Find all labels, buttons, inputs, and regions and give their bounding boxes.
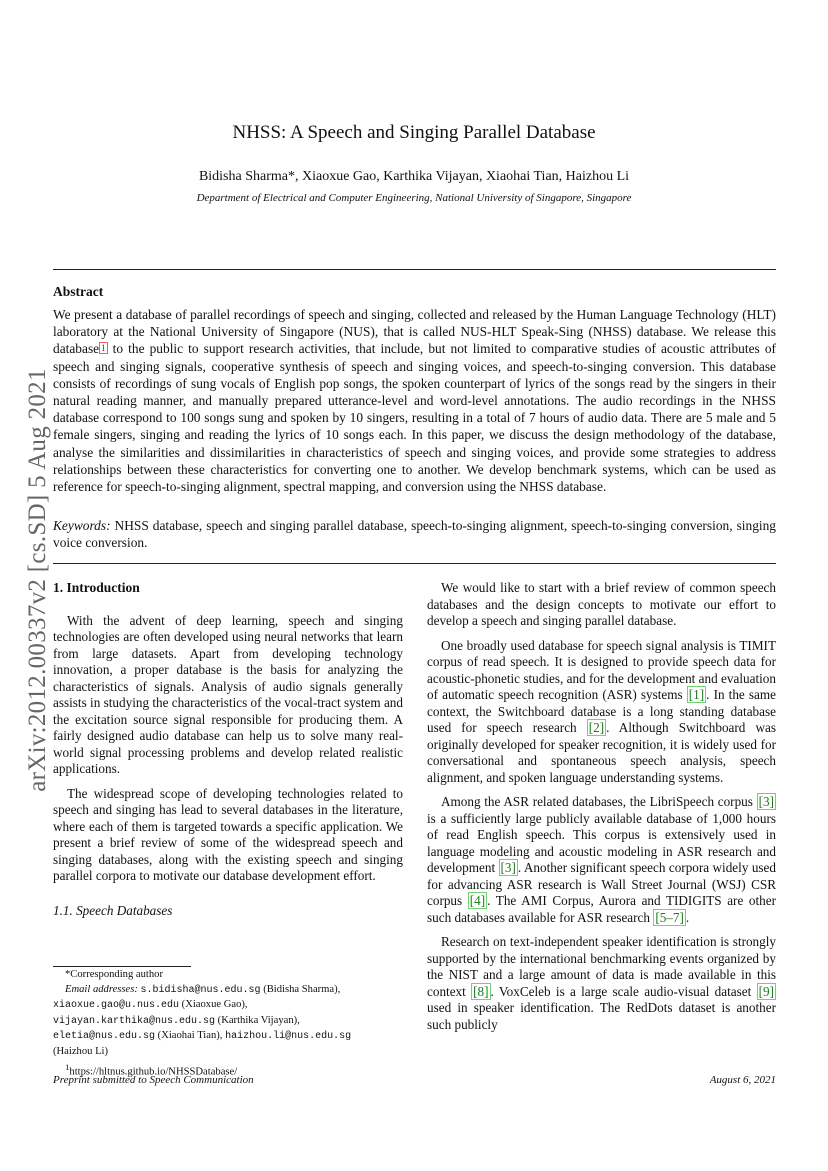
footnote-rule [53,966,191,967]
paragraph: One broadly used database for speech signal analysis is TIMIT corpus of read speech. It is designed to provide speech data for acoustic-phonetic studies, and for the development and evaluation of automatic speech recognition (ASR) systems [1] . In the same context, the Switchboard database is a long standing database used for speech research [2] . Although Switchboard was originally developed for speaker recognition, it is widely used for conversational and spontaneous speech analysis, speech alignment, and spoken language understanding systems. [427,637,776,785]
citation-link[interactable]: [9] [758,983,774,999]
abstract-text: We present a database of parallel recordings of speech and singing, collected and released by the Human Language Technology (HLT) laboratory at the National University of Singapore (NUS), that is called NUS-HLT Speak-Sing (NHSS) database. We release this database $^1$ to the public to support research activities, that include, but not limited to comparative studies of acoustic attributes of speech and singing signals, cooperative synthesis of speech and singing voices, and speech-to-singing conversion. This database consists of recordings of sung vocals of English pop songs, the spoken counterpart of lyrics of the songs read by the singers in their natural reading manner, and manually prepared utterance-level and word-level annotations. The audio recordings in the NHSS database correspond to 100 songs sung and spoken by 10 singers, resulting in a total of 7 hours of audio data. There are 5 male and 5 female singers, singing and reading the lyrics of 10 songs each. In this paper, we discuss the design methodology of the database, analyse the similarities and dissimilarities in characteristics of speech and singing voices, and provide some strategies to address relationships between these characteristics for converting one to another. We develop benchmark systems, which can be used as reference for speech-to-singing alignment, spectral mapping, and conversion using the NHSS database. [53,307,776,495]
email-addresses: eletia@nus.edu.sg (Xiaohai Tian), haizhou.li@nus.edu.sg [53,1030,352,1043]
citation-link[interactable]: [1] [688,687,705,702]
top-rule [53,269,776,270]
abstract-heading: Abstract [53,284,104,299]
paragraph: Among the ASR related databases, the LibriSpeech corpus [3] is a sufficiently large publicly available database of 1,000 hours of read English speech. This corpus is extensively used in language modeling and acoustic modeling in ASR research and development [3] . Another significant speech corpora widely used for advancing ASR research is Wall Street Journal (WSJ) CSR corpus [4] . The AMI Corpus, Aurora and TIDIGITS are other such databases available for ASR research [5–7] . [427,794,776,925]
footnotes [53,968,403,1080]
preprint-note: Preprint submitted to Speech Communication [53,1074,254,1086]
citation-link[interactable]: [5–7] [655,909,684,925]
subsection-heading-speech-databases: 1.1. Speech Databases [53,902,173,918]
email-addresses: vijayan.karthika@nus.edu.sg (Karthika Vijayan), [53,1014,300,1027]
paragraph: We would like to start with a brief review of common speech databases and the design concepts to motivate our effort to develop a speech and singing parallel database. [427,580,776,628]
keywords-label: Keywords: [53,518,111,533]
date: August 6, 2021 [709,1074,776,1086]
email-link[interactable]: s.bidisha@nus.edu.sg [140,984,261,996]
email-link[interactable]: haizhou.li@nus.edu.sg [225,1031,352,1043]
email-link[interactable]: vijayan.karthika@nus.edu.sg [53,1015,216,1027]
paragraph: With the advent of deep learning, speech and singing technologies are often developed using neural networks that learn from large datasets. Apart from developing technology innovation, a proper database is the basis for analyzing the characteristics of signals. Analysis of audio signals generally assists in studying the characteristics of the vocal-tract system and the excitation source signal responsible for producing them. A fairly designed audio database can help us to solve many real-world signal processing problems and develop related realistic applications. [53,612,403,776]
email-addresses: xiaoxue.gao@u.nus.edu (Xiaoxue Gao), [53,999,248,1012]
right-column [427,580,776,1041]
email-link[interactable]: eletia@nus.edu.sg [53,1031,156,1043]
email-addresses: (Haizhou Li) [53,1045,109,1057]
footnote-link[interactable]: 1 [101,343,106,354]
arxiv-identifier: arXiv:2012.00337v2 [cs.SD] 5 Aug 2021 [24,368,51,792]
left-column [53,580,403,919]
author-list: Bidisha Sharma*, Xiaoxue Gao, Karthika Vijayan, Xiaohai Tian, Haizhou Li [198,169,630,184]
email-addresses: Email addresses: s.bidisha@nus.edu.sg (Bidisha Sharma), [65,983,341,996]
citation-link[interactable]: [8] [473,983,489,999]
url-footnote: $^1$https://hltnus.github.io/NHSSDatabase/ [65,1061,238,1078]
citation-link[interactable]: [3] [500,860,516,875]
url-link[interactable]: https://hltnus.github.io/NHSSDatabase/ [69,1066,238,1078]
section-heading-introduction: 1. Introduction [53,580,140,595]
paragraph: Research on text-independent speaker identification is strongly supported by the international benchmarking events organized by the NIST and a large amount of data is made available in this context [8] . VoxCeleb is a large scale audio-visual dataset [9] used in speaker identification. The RedDots dataset is another such publicly [427,934,776,1032]
citation-link[interactable]: [4] [469,893,486,908]
email-link[interactable]: xiaoxue.gao@u.nus.edu [53,1000,180,1012]
keywords-rule [53,563,776,564]
corresponding-author-note: *Corresponding author [65,969,163,980]
paper-title: NHSS: A Speech and Singing Parallel Database [232,122,596,143]
affiliation: Department of Electrical and Computer Engineering, National University of Singapore, Singapore [196,192,632,204]
citation-link[interactable]: [2] [588,720,605,735]
paragraph: The widespread scope of developing technologies related to speech and singing has lead to several databases in the literature, where each of them is targeted towards a specific application. We present a brief review of some of the widespread speech and singing databases, along with the existing speech and singing parallel corpora to motivate our database development effort. [53,785,403,883]
keywords: Keywords: NHSS database, speech and singing parallel database, speech-to-singing alignment, speech-to-singing conversion, singing voice conversion. [53,518,776,551]
citation-link[interactable]: [3] [758,794,774,809]
